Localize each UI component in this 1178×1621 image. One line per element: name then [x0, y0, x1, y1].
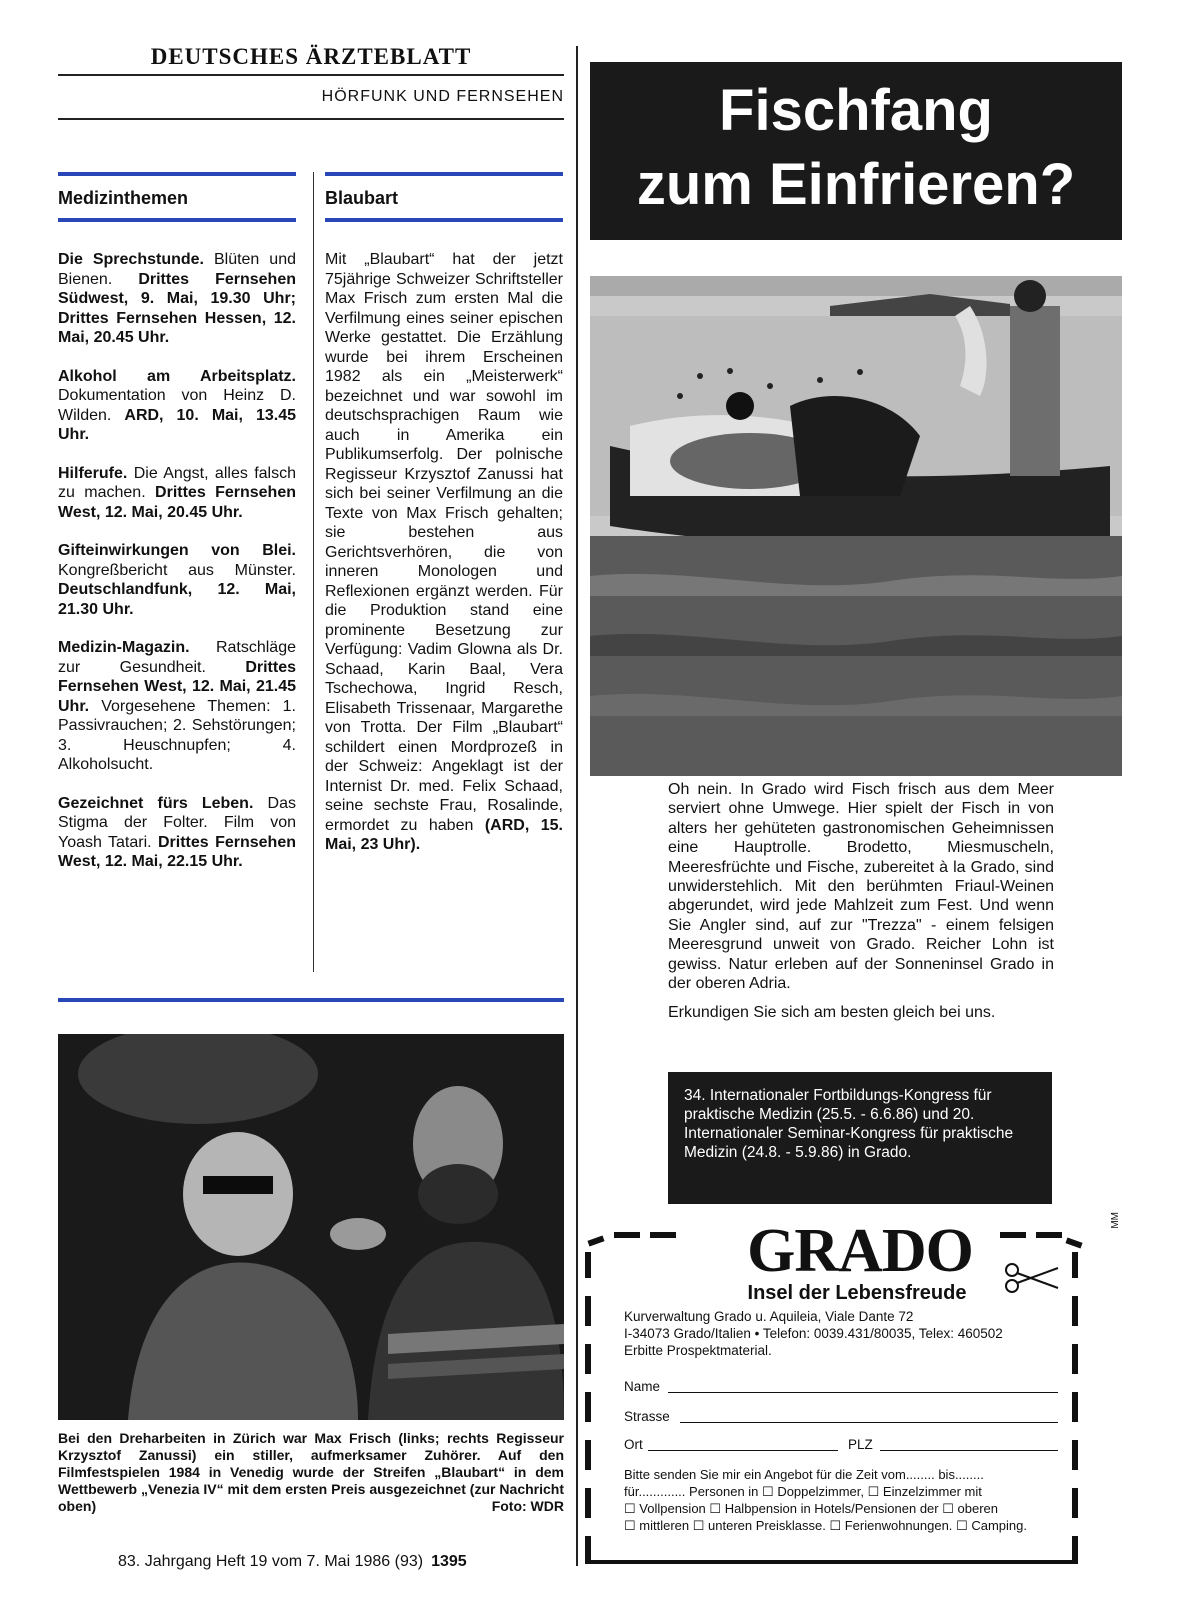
- checkbox-vollpension[interactable]: ☐: [624, 1501, 636, 1516]
- coupon-border: [650, 1232, 676, 1238]
- plz-field[interactable]: [880, 1450, 1058, 1451]
- coupon-border: [1072, 1488, 1078, 1518]
- scissors-icon: [1004, 1262, 1060, 1299]
- program-entry: Die Sprechstunde. Blüten und Bienen. Drittes Fernsehen Südwest, 9. Mai, 19.30 Uhr; Drittes Fernsehen Hessen, 12. Mai, 20.45 Uhr.: [58, 251, 296, 346]
- offer-line: Bitte senden Sie mir ein Angebot für die Zeit vom........ bis........: [624, 1467, 984, 1482]
- coupon-border: [587, 1235, 604, 1246]
- program-entry: Hilferufe. Die Angst, alles falsch zu machen. Drittes Fernsehen West, 12. Mai, 20.45 Uhr.: [58, 464, 297, 521]
- offer-form: [624, 1466, 1068, 1534]
- ad-paragraph: Erkundigen Sie sich am besten gleich bei uns.: [668, 1004, 996, 1022]
- grado-tagline: Insel der Lebensfreude: [747, 1282, 967, 1304]
- coupon-border: [585, 1252, 591, 1278]
- left-column-body: [58, 250, 296, 891]
- blue-rule: [325, 172, 563, 176]
- checkbox-camping[interactable]: ☐: [956, 1518, 968, 1533]
- section-title: HÖRFUNK UND FERNSEHEN: [321, 88, 564, 105]
- coupon-border: [1072, 1252, 1078, 1278]
- fishermen-photo: [590, 276, 1122, 776]
- page-footer: [118, 1553, 467, 1571]
- coupon-border: [585, 1392, 591, 1422]
- checkbox-doppelzimmer[interactable]: ☐: [762, 1484, 774, 1499]
- coupon-border: [585, 1296, 591, 1326]
- strasse-label: Strasse: [624, 1409, 670, 1424]
- name-label: Name: [624, 1379, 661, 1394]
- address-block: [624, 1308, 1064, 1359]
- program-entry: Gifteinwirkungen von Blei. Kongreßbericht aus Münster. Deutschlandfunk, 12. Mai, 21.30 Uhr.: [58, 542, 296, 618]
- program-entry: Medizin-Magazin. Ratschläge zur Gesundheit. Drittes Fernsehen West, 12. Mai, 21.45 Uhr. Vorgesehene Themen: 1. Passivrauchen; 2. Sehstörungen; 3. Heuschnupfen; 4. Alkoholsucht.: [58, 639, 296, 773]
- address-line: Erbitte Prospektmaterial.: [624, 1343, 772, 1358]
- page-divider: [576, 46, 578, 1566]
- coupon-border: [1000, 1232, 1026, 1238]
- page-number: 1395: [431, 1553, 467, 1570]
- checkbox-oberen[interactable]: ☐: [942, 1501, 954, 1516]
- coupon-border: [614, 1232, 640, 1238]
- ad-headline: Fischfang zum Einfrieren?: [590, 62, 1122, 240]
- ad-body: [668, 780, 1054, 1033]
- checkbox-unteren[interactable]: ☐: [692, 1518, 705, 1533]
- coupon-border: [1072, 1440, 1078, 1470]
- name-field[interactable]: [668, 1392, 1058, 1393]
- checkbox-ferienwohnungen[interactable]: ☐: [829, 1518, 842, 1533]
- coupon-border: [1072, 1344, 1078, 1374]
- coupon-border: [1072, 1296, 1078, 1326]
- coupon-border: [1072, 1392, 1078, 1422]
- blue-rule: [325, 218, 563, 222]
- checkbox-einzelzimmer[interactable]: ☐: [867, 1484, 880, 1499]
- coupon-border: [585, 1344, 591, 1374]
- address-line: Kurverwaltung Grado u. Aquileia, Viale Dante 72: [624, 1309, 914, 1324]
- masthead: DEUTSCHES ÄRZTEBLATT: [150, 44, 472, 69]
- program-entry: Gezeichnet fürs Leben. Das Stigma der Folter. Film von Yoash Tatari. Drittes Fernsehen West, 12. Mai, 22.15 Uhr.: [58, 794, 296, 870]
- issue-info: 83. Jahrgang Heft 19 vom 7. Mai 1986 (93): [118, 1553, 424, 1570]
- section-rule: [58, 118, 564, 120]
- blue-rule: [58, 172, 296, 176]
- ad-agency-mark: MM: [1110, 1212, 1121, 1229]
- address-line: I-34073 Grado/Italien • Telefon: 0039.431/80035, Telex: 460502: [624, 1326, 1003, 1341]
- offer-line: ☐ Vollpension ☐ Halbpension in Hotels/Pensionen der ☐ oberen: [624, 1501, 998, 1516]
- coupon-border: [585, 1488, 591, 1518]
- offer-line: für............. Personen in ☐ Doppelzimmer, ☐ Einzelzimmer mit: [624, 1484, 982, 1499]
- column-divider: [313, 172, 314, 972]
- congress-box: 34. Internationaler Fortbildungs-Kongress für praktische Medizin (25.5. - 6.6.86) und 20. Internationaler Seminar-Kongress für praktische Medizin (24.8. - 5.9.86) in Grado.: [668, 1072, 1052, 1204]
- ad-paragraph: Oh nein. In Grado wird Fisch frisch aus dem Meer serviert ohne Umwege. Hier spielt der Fisch in von alters her gehüteten gastronomischen Geheimnissen eine Hauptrolle. Brodetto, Miesmuscheln, Meeresfrüchte und Fische, zubereitet à la Grado, sind unwiderstehlich. Mit den berühmten Friaul-Weinen abgerundet, wird jede Mahlzeit zum Fest. Und wenn Sie Angler sind, auf zur "Trezza" - einem felsigen Meeresgrund unweit von Grado. Reicher Lohn ist gewiss. Natur erleben auf der Sonneninsel Grado in der oberen Adria.: [668, 781, 1054, 993]
- plz-label: PLZ: [848, 1437, 873, 1452]
- header-rule: [58, 74, 564, 76]
- program-entry: Alkohol am Arbeitsplatz. Dokumentation von Heinz D. Wilden. ARD, 10. Mai, 13.45 Uhr.: [58, 367, 297, 443]
- photo-credit: Foto: WDR: [491, 1498, 564, 1514]
- left-column-heading: Medizinthemen: [58, 188, 189, 208]
- photo-caption: Bei den Dreharbeiten in Zürich war Max Frisch (links; rechts Regisseur Krzysztof Zanussi) ein stiller, aufmerksamer Zuhörer. Auf den Filmfestspielen 1984 in Venedig wurde der Streifen „Blaubart“ in dem Wettbewerb „Venezia IV“ mit dem ersten Preis ausgezeichnet (zur Nachricht oben) Foto: WDR: [58, 1430, 564, 1514]
- right-column-heading: Blaubart: [325, 188, 399, 208]
- coupon-border: [585, 1560, 1078, 1564]
- blue-rule: [58, 218, 296, 222]
- film-set-photo: [58, 1034, 564, 1420]
- coupon-border: [1036, 1232, 1062, 1238]
- ort-label: Ort: [624, 1437, 643, 1452]
- blue-rule: [58, 998, 564, 1002]
- coupon-border: [1065, 1237, 1082, 1248]
- strasse-field[interactable]: [680, 1422, 1058, 1423]
- checkbox-mittleren[interactable]: ☐: [624, 1518, 636, 1533]
- coupon-border: [585, 1440, 591, 1470]
- offer-line: ☐ mittleren ☐ unteren Preisklasse. ☐ Ferienwohnungen. ☐ Camping.: [624, 1518, 1027, 1533]
- grado-logo: GRADO: [747, 1217, 973, 1285]
- checkbox-halbpension[interactable]: ☐: [709, 1501, 722, 1516]
- blaubart-article: Mit „Blaubart“ hat der jetzt 75jährige Schweizer Schriftsteller Max Frisch zum ersten Mal die Verfilmung eines seiner epischen Werke gestattet. Die Erzählung wurde bei ihrem Erscheinen 1982 als ein „Meisterwerk“ bezeichnet und war sowohl im deutschsprachigen Raum wie auch in Amerika ein Publikumserfolg. Der polnische Regisseur Krzysztof Zanussi hat sich bei seiner Verfilmung an die Texte von Max Frisch gehalten; sie bestehen aus Gerichtsverhören, die von inneren Monologen und Reflexionen ergänzt werden. Für die Produktion stand eine prominente Besetzung zur Verfügung: Vadim Glowna als Dr. Schaad, Karin Baal, Vera Tschechowa, Ingrid Resch, Elisabeth Trissenaar, Margarethe von Trotta. Der Film „Blaubart“ schildert einen Mordprozeß in der Schweiz: Angeklagt ist der Internist Dr. med. Felix Schaad, seine sechste Frau, Rosalinde, ermordet zu haben (ARD, 15. Mai, 23 Uhr).: [325, 251, 563, 853]
- ort-field[interactable]: [648, 1450, 838, 1451]
